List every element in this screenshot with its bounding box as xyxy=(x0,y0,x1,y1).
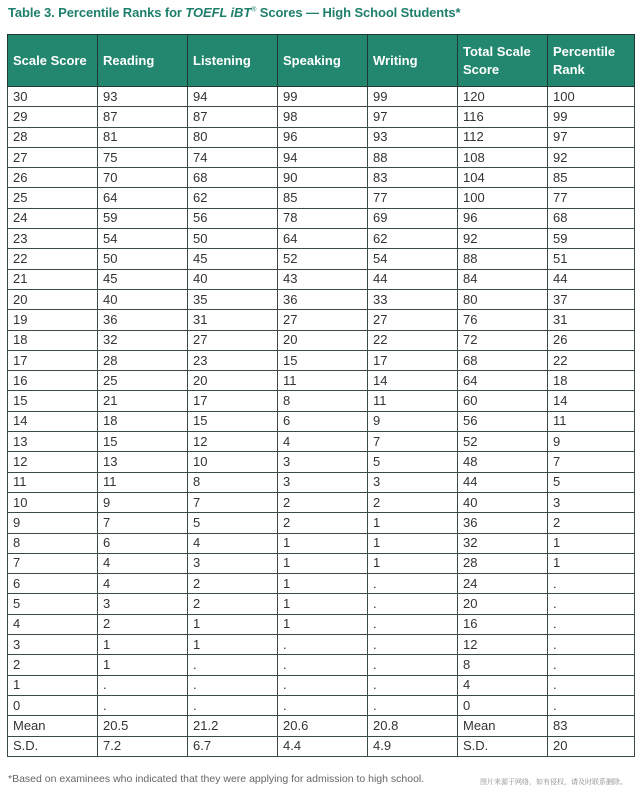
table-cell: 22 xyxy=(8,249,98,269)
table-cell: 36 xyxy=(458,513,548,533)
table-cell: 85 xyxy=(548,168,635,188)
table-cell: 13 xyxy=(8,432,98,452)
table-cell: 3 xyxy=(8,635,98,655)
table-cell: 3 xyxy=(278,452,368,472)
table-cell: 9 xyxy=(8,513,98,533)
table-cell: 1 xyxy=(368,533,458,553)
table-cell: 44 xyxy=(458,472,548,492)
table-cell: . xyxy=(98,695,188,715)
table-cell: Mean xyxy=(458,716,548,736)
table-row xyxy=(8,208,635,228)
table-cell: . xyxy=(548,655,635,675)
table-row xyxy=(8,695,635,715)
table-cell: 92 xyxy=(548,147,635,167)
table-cell: 16 xyxy=(8,371,98,391)
table-cell: S.D. xyxy=(8,736,98,756)
table-row xyxy=(8,330,635,350)
table-row xyxy=(8,249,635,269)
table-cell: 88 xyxy=(368,147,458,167)
table-cell: 16 xyxy=(458,614,548,634)
table-cell: 60 xyxy=(458,391,548,411)
table-cell: 87 xyxy=(98,107,188,127)
table-cell: 25 xyxy=(8,188,98,208)
title-registered-mark: ® xyxy=(251,6,257,14)
table-cell: 77 xyxy=(548,188,635,208)
table-cell: 9 xyxy=(368,411,458,431)
table-cell: . xyxy=(368,675,458,695)
table-row xyxy=(8,492,635,512)
table-cell: 24 xyxy=(458,574,548,594)
table-cell: 56 xyxy=(458,411,548,431)
table-cell: 2 xyxy=(278,492,368,512)
table-cell: 100 xyxy=(458,188,548,208)
table-cell: 93 xyxy=(368,127,458,147)
table-cell: 1 xyxy=(188,614,278,634)
table-cell: 5 xyxy=(368,452,458,472)
table-cell: 8 xyxy=(188,472,278,492)
table-cell: 5 xyxy=(548,472,635,492)
table-cell: . xyxy=(548,614,635,634)
table-cell: 8 xyxy=(8,533,98,553)
table-cell: 26 xyxy=(548,330,635,350)
table-cell: 9 xyxy=(548,432,635,452)
table-cell: 1 xyxy=(188,635,278,655)
table-cell: 51 xyxy=(548,249,635,269)
table-cell: 11 xyxy=(278,371,368,391)
table-cell: 14 xyxy=(368,371,458,391)
watermark: 图片来源于网络，如有侵权，请及时联系删除。 xyxy=(480,779,627,786)
table-cell: 4 xyxy=(98,553,188,573)
table-cell: 1 xyxy=(278,594,368,614)
table-cell: 6 xyxy=(98,533,188,553)
table-cell: 4 xyxy=(98,574,188,594)
table-cell: 17 xyxy=(368,350,458,370)
table-cell: 21 xyxy=(8,269,98,289)
column-header: Speaking xyxy=(278,35,368,87)
table-cell: 12 xyxy=(188,432,278,452)
table-cell: 36 xyxy=(98,310,188,330)
table-cell: 99 xyxy=(278,87,368,107)
table-cell: 94 xyxy=(278,147,368,167)
table-cell: . xyxy=(368,635,458,655)
table-cell: 72 xyxy=(458,330,548,350)
table-cell: 23 xyxy=(8,229,98,249)
table-cell: 45 xyxy=(98,269,188,289)
table-cell: 6.7 xyxy=(188,736,278,756)
table-cell: 10 xyxy=(8,492,98,512)
table-cell: 3 xyxy=(188,553,278,573)
table-cell: 85 xyxy=(278,188,368,208)
table-cell: 112 xyxy=(458,127,548,147)
table-cell: 87 xyxy=(188,107,278,127)
table-cell: 7.2 xyxy=(98,736,188,756)
table-cell: 1 xyxy=(98,635,188,655)
table-cell: 27 xyxy=(278,310,368,330)
table-cell: 7 xyxy=(98,513,188,533)
table-cell: 27 xyxy=(368,310,458,330)
footnote: *Based on examinees who indicated that they were applying for admission to high school. xyxy=(8,773,425,785)
table-cell: 120 xyxy=(458,87,548,107)
table-cell: 14 xyxy=(8,411,98,431)
table-cell: 23 xyxy=(188,350,278,370)
table-cell: 3 xyxy=(548,492,635,512)
table-cell: 4 xyxy=(8,614,98,634)
table-cell: 92 xyxy=(458,229,548,249)
table-cell: 13 xyxy=(98,452,188,472)
table-row xyxy=(8,147,635,167)
table-row xyxy=(8,289,635,309)
table-cell: 11 xyxy=(368,391,458,411)
table-cell: 4.4 xyxy=(278,736,368,756)
table-row xyxy=(8,675,635,695)
table-cell: 59 xyxy=(98,208,188,228)
table-cell: 64 xyxy=(98,188,188,208)
table-row xyxy=(8,107,635,127)
table-cell: 5 xyxy=(188,513,278,533)
table-cell: 98 xyxy=(278,107,368,127)
table-cell: 11 xyxy=(8,472,98,492)
table-row xyxy=(8,432,635,452)
table-row xyxy=(8,310,635,330)
table-cell: 62 xyxy=(368,229,458,249)
table-cell: 54 xyxy=(98,229,188,249)
table-cell: 21.2 xyxy=(188,716,278,736)
table-cell: 76 xyxy=(458,310,548,330)
table-row xyxy=(8,655,635,675)
table-cell: 35 xyxy=(188,289,278,309)
table-cell: 2 xyxy=(368,492,458,512)
table-cell: 45 xyxy=(188,249,278,269)
table-cell: 3 xyxy=(368,472,458,492)
table-cell: 7 xyxy=(548,452,635,472)
table-cell: 20 xyxy=(188,371,278,391)
table-cell: . xyxy=(368,695,458,715)
table-cell: 116 xyxy=(458,107,548,127)
table-cell: 80 xyxy=(458,289,548,309)
table-cell: 90 xyxy=(278,168,368,188)
table-cell: 52 xyxy=(278,249,368,269)
table-row xyxy=(8,614,635,634)
table-cell: . xyxy=(548,675,635,695)
table-cell: 22 xyxy=(368,330,458,350)
table-cell: 4 xyxy=(188,533,278,553)
table-cell: . xyxy=(188,675,278,695)
table-cell: 70 xyxy=(98,168,188,188)
table-cell: 20 xyxy=(458,594,548,614)
table-cell: 44 xyxy=(548,269,635,289)
table-cell: 68 xyxy=(188,168,278,188)
table-cell: . xyxy=(368,594,458,614)
table-cell: 28 xyxy=(8,127,98,147)
table-cell: 21 xyxy=(98,391,188,411)
table-cell: 50 xyxy=(188,229,278,249)
table-cell: 44 xyxy=(368,269,458,289)
table-cell: 75 xyxy=(98,147,188,167)
table-cell: 94 xyxy=(188,87,278,107)
table-cell: 1 xyxy=(98,655,188,675)
table-cell: 64 xyxy=(458,371,548,391)
table-cell: 97 xyxy=(548,127,635,147)
title-suffix: Scores — High School Students* xyxy=(256,5,461,20)
table-cell: 2 xyxy=(8,655,98,675)
table-cell: 96 xyxy=(278,127,368,147)
table-cell: 1 xyxy=(548,553,635,573)
table-cell: . xyxy=(188,655,278,675)
table-cell: . xyxy=(278,655,368,675)
table-cell: 27 xyxy=(188,330,278,350)
column-header: Listening xyxy=(188,35,278,87)
table-cell: 40 xyxy=(98,289,188,309)
table-cell: . xyxy=(188,695,278,715)
table-row xyxy=(8,127,635,147)
table-cell: 20 xyxy=(278,330,368,350)
table-cell: 12 xyxy=(458,635,548,655)
table-cell: 22 xyxy=(548,350,635,370)
table-cell: 5 xyxy=(8,594,98,614)
table-cell: 20 xyxy=(8,289,98,309)
table-cell: 56 xyxy=(188,208,278,228)
table-cell: 26 xyxy=(8,168,98,188)
table-cell: 84 xyxy=(458,269,548,289)
table-cell: 20.5 xyxy=(98,716,188,736)
table-cell: 88 xyxy=(458,249,548,269)
table-cell: . xyxy=(368,655,458,675)
table-cell: 59 xyxy=(548,229,635,249)
table-row xyxy=(8,452,635,472)
table-cell: 2 xyxy=(98,614,188,634)
column-header: Scale Score xyxy=(8,35,98,87)
table-cell: 48 xyxy=(458,452,548,472)
table-row xyxy=(8,168,635,188)
table-cell: . xyxy=(548,574,635,594)
table-cell: 78 xyxy=(278,208,368,228)
table-cell: 30 xyxy=(8,87,98,107)
table-row xyxy=(8,371,635,391)
table-cell: 20.8 xyxy=(368,716,458,736)
table-cell: 1 xyxy=(548,533,635,553)
table-cell: 25 xyxy=(98,371,188,391)
table-body xyxy=(8,87,635,757)
table-cell: 37 xyxy=(548,289,635,309)
table-cell: 32 xyxy=(458,533,548,553)
table-cell: 68 xyxy=(458,350,548,370)
table-row xyxy=(8,594,635,614)
table-cell: 33 xyxy=(368,289,458,309)
table-row xyxy=(8,87,635,107)
table-row xyxy=(8,635,635,655)
table-cell: 20.6 xyxy=(278,716,368,736)
table-cell: 43 xyxy=(278,269,368,289)
table-cell: 83 xyxy=(368,168,458,188)
table-cell: 40 xyxy=(188,269,278,289)
table-cell: 9 xyxy=(98,492,188,512)
table-cell: 81 xyxy=(98,127,188,147)
table-cell: 32 xyxy=(98,330,188,350)
table-cell: 27 xyxy=(8,147,98,167)
table-cell: 99 xyxy=(548,107,635,127)
table-row xyxy=(8,269,635,289)
table-cell: 100 xyxy=(548,87,635,107)
table-row xyxy=(8,350,635,370)
table-cell: 1 xyxy=(278,574,368,594)
title-italic: TOEFL iBT xyxy=(185,5,252,20)
table-cell: . xyxy=(278,635,368,655)
table-cell: 68 xyxy=(548,208,635,228)
table-cell: 1 xyxy=(368,553,458,573)
table-cell: 2 xyxy=(278,513,368,533)
table-cell: 36 xyxy=(278,289,368,309)
table-cell: 62 xyxy=(188,188,278,208)
table-cell: 6 xyxy=(278,411,368,431)
table-cell: 12 xyxy=(8,452,98,472)
percentile-table xyxy=(7,34,635,757)
table-cell: 1 xyxy=(278,533,368,553)
table-cell: 28 xyxy=(98,350,188,370)
table-cell: . xyxy=(278,675,368,695)
table-cell: . xyxy=(548,635,635,655)
table-cell: 4 xyxy=(278,432,368,452)
table-cell: 31 xyxy=(188,310,278,330)
table-cell: . xyxy=(368,614,458,634)
table-row xyxy=(8,391,635,411)
header-row xyxy=(8,35,635,87)
table-cell: 14 xyxy=(548,391,635,411)
table-cell: 28 xyxy=(458,553,548,573)
table-cell: 18 xyxy=(548,371,635,391)
table-title xyxy=(8,5,460,20)
table-cell: 17 xyxy=(188,391,278,411)
table-cell: 93 xyxy=(98,87,188,107)
table-cell: 1 xyxy=(278,614,368,634)
table-row xyxy=(8,553,635,573)
table-cell: 7 xyxy=(188,492,278,512)
table-cell: 18 xyxy=(8,330,98,350)
table-cell: 24 xyxy=(8,208,98,228)
table-cell: 69 xyxy=(368,208,458,228)
table-cell: 2 xyxy=(548,513,635,533)
table-row xyxy=(8,716,635,736)
table-cell: 7 xyxy=(8,553,98,573)
table-cell: 3 xyxy=(98,594,188,614)
table-row xyxy=(8,736,635,756)
table-cell: . xyxy=(98,675,188,695)
table-cell: 83 xyxy=(548,716,635,736)
table-cell: 64 xyxy=(278,229,368,249)
table-cell: 0 xyxy=(8,695,98,715)
table-cell: 29 xyxy=(8,107,98,127)
table-cell: 15 xyxy=(278,350,368,370)
table-cell: 104 xyxy=(458,168,548,188)
table-cell: 1 xyxy=(368,513,458,533)
title-prefix: Table 3. Percentile Ranks for xyxy=(8,5,186,20)
table-cell: 4.9 xyxy=(368,736,458,756)
table-cell: 2 xyxy=(188,574,278,594)
table-cell: 10 xyxy=(188,452,278,472)
table-cell: 20 xyxy=(548,736,635,756)
table-cell: 77 xyxy=(368,188,458,208)
table-cell: 11 xyxy=(98,472,188,492)
table-row xyxy=(8,472,635,492)
table-cell: 15 xyxy=(98,432,188,452)
table-cell: 17 xyxy=(8,350,98,370)
table-cell: 6 xyxy=(8,574,98,594)
table-cell: 97 xyxy=(368,107,458,127)
column-header: Percentile Rank xyxy=(548,35,635,87)
table-cell: 2 xyxy=(188,594,278,614)
table-cell: 1 xyxy=(8,675,98,695)
table-row xyxy=(8,188,635,208)
table-cell: 8 xyxy=(278,391,368,411)
table-row xyxy=(8,411,635,431)
column-header: Writing xyxy=(368,35,458,87)
table-cell: 54 xyxy=(368,249,458,269)
table-cell: 15 xyxy=(188,411,278,431)
table-cell: 108 xyxy=(458,147,548,167)
table-cell: 96 xyxy=(458,208,548,228)
table-cell: S.D. xyxy=(458,736,548,756)
table-cell: 19 xyxy=(8,310,98,330)
table-cell: . xyxy=(548,695,635,715)
table-cell: 74 xyxy=(188,147,278,167)
table-cell: 7 xyxy=(368,432,458,452)
table-row xyxy=(8,533,635,553)
table-cell: . xyxy=(548,594,635,614)
table-cell: 3 xyxy=(278,472,368,492)
table-cell: 4 xyxy=(458,675,548,695)
table-row xyxy=(8,229,635,249)
table-cell: Mean xyxy=(8,716,98,736)
table-cell: 0 xyxy=(458,695,548,715)
column-header: Reading xyxy=(98,35,188,87)
table-cell: 15 xyxy=(8,391,98,411)
table-cell: 18 xyxy=(98,411,188,431)
column-header: Total Scale Score xyxy=(458,35,548,87)
table-cell: 8 xyxy=(458,655,548,675)
table-row xyxy=(8,513,635,533)
table-cell: . xyxy=(278,695,368,715)
table-cell: 50 xyxy=(98,249,188,269)
table-cell: 1 xyxy=(278,553,368,573)
table-cell: 11 xyxy=(548,411,635,431)
table-cell: 31 xyxy=(548,310,635,330)
table-cell: 99 xyxy=(368,87,458,107)
table-cell: 40 xyxy=(458,492,548,512)
table-cell: 52 xyxy=(458,432,548,452)
table-row xyxy=(8,574,635,594)
table-cell: 80 xyxy=(188,127,278,147)
table-cell: . xyxy=(368,574,458,594)
